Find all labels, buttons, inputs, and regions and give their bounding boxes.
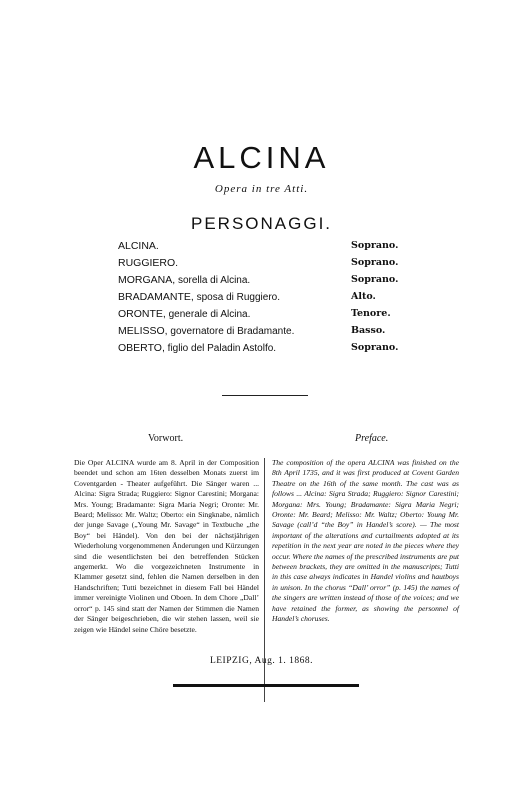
cast-list [118,238,418,357]
voice-type: Soprano. [351,274,399,285]
role-name [118,257,178,269]
role-name [118,274,250,286]
cast-row [118,306,418,323]
role-title: MORGANA, [118,274,176,286]
voice-type: Tenore. [351,308,391,319]
role-description: generale di Alcina. [165,309,251,320]
cast-row [118,238,418,255]
role-name [118,240,159,252]
voice-type: Alto. [351,291,376,302]
cast-row [118,340,418,357]
section-divider-rule [222,395,308,396]
role-title: MELISSO, [118,325,168,337]
role-description: sposa di Ruggiero. [193,292,281,303]
role-title: OBERTO, [118,342,165,354]
vorwort-heading: Vorwort. [148,433,184,444]
voice-type: Soprano. [351,342,399,353]
imprint-line: LEIPZIG, Aug. 1. 1868. [209,656,314,666]
vorwort-text: Die Oper ALCINA wurde am 8. April in der Composition beendet und schon am 16ten desselben Monats zuerst im Coventgarden - Theater aufgeführt. Die Sänger waren ... Alcina: Sigra Strada; Ruggiero: Signor Carestini; Morgana: Mrs. Young; Bradamante: Sigra Maria Negri; Oronte: Mr. Beard; Melisso: Mr. Waltz; Oberto: ein Singknabe, nämlich der junge Savage („Young Mr. Savage“ in Textbuche „the Boy“ bei Händel). Von den bei der nächstjährigen Wiederholung vorgenommenen Änderungen und Kürzungen sind die wesentlichsten bei den betreffenden Stücken angemerkt. Wo die vorgezeichneten Instrumente in Klammer gesetzt sind, fehlen die Namen derselben in den Handschriften; Tutti bezeichnet in diesem Fall bei Händel immer vereinigte Violinen und Oboen. In dem Chore „Dall’ orror“ p. 145 sind statt der Namen der Stimmen die Namen der Sänger beigeschrieben, die wir stehen lassen, weil sie zeigen wie Händel seine Chöre besetzte. [74,458,259,634]
preface-heading: Preface. [355,433,389,444]
voice-type: Basso. [351,325,386,336]
opera-subtitle: Opera in tre Atti. [214,183,309,195]
cast-heading: PERSONAGGI. [190,214,333,233]
cast-row [118,272,418,289]
role-title: ALCINA. [118,240,159,252]
role-description: figlio del Paladin Astolfo. [164,343,277,354]
role-name [118,325,294,337]
role-name [118,308,250,320]
opera-title: ALCINA [193,140,330,175]
role-description: governatore di Bradamante. [167,326,295,337]
preface-text: The composition of the opera ALCINA was finished on the 8th April 1735, and it was first produced at Covent Garden Theatre on the 16th of the same month. The cast was as follows ... Alcina: Sigra Strada; Ruggiero: Signor Carestini; Morgana: Mrs. Young; Bradamante: Sigra Maria Negri; Oronte: Mr. Beard; Melisso: Mr. Waltz; Oberto: Young Mr. Savage (call’d “the Boy” in Handel’s score). — The most important of the alterations and curtailments adopted at its repetition in the next year are noted in the pieces where they occur. Where the names of the prescribed instruments are put between brackets, they are omitted in the manuscripts; Tutti in this case always indicates in Handel violins and hautboys in unison. In the chorus “Dall’ orror” (p. 145) the names of the singers are written instead of those of the voices; and we have retained the former, as showing the personnel of Handel’s choruses. [272,458,459,624]
cast-row [118,289,418,306]
voice-type: Soprano. [351,240,399,251]
role-description: sorella di Alcina. [175,275,251,286]
bottom-rule [173,684,359,687]
role-title: BRADAMANTE, [118,291,194,303]
cast-row [118,323,418,340]
role-title: RUGGIERO. [118,257,179,269]
role-title: ORONTE, [118,308,166,320]
voice-type: Soprano. [351,257,399,268]
cast-row [118,255,418,272]
role-name [118,291,280,303]
role-name [118,342,276,354]
